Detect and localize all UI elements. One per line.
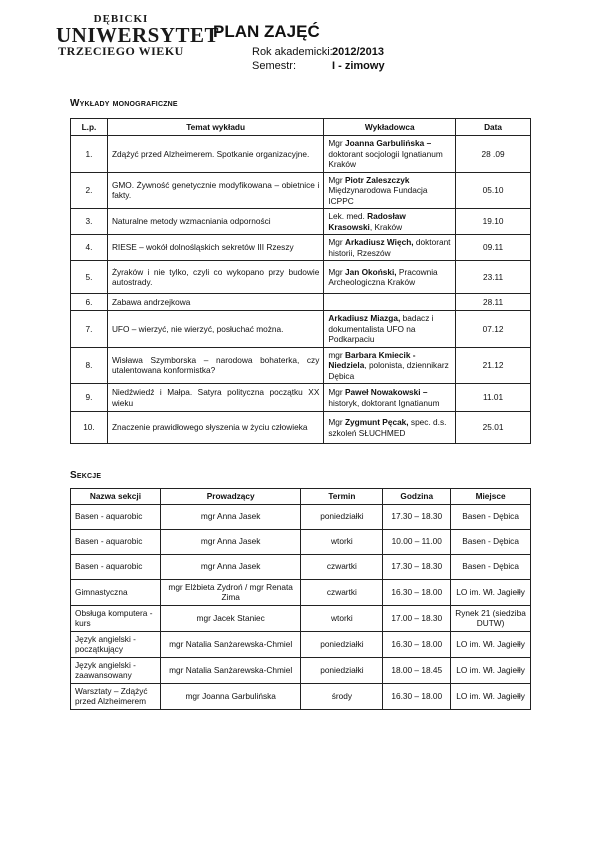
page-title: PLAN ZAJĘĆ [213, 22, 320, 41]
section-term: poniedziałki [301, 504, 383, 529]
sections-heading: Sekcje [70, 470, 102, 481]
section-place: Basen - Dębica [451, 504, 531, 529]
col-lead: Prowadzący [160, 489, 301, 505]
section-term: czwartki [301, 554, 383, 579]
academic-year-value: 2012/2013 [332, 46, 384, 58]
col-topic: Temat wykładu [107, 119, 323, 136]
section-row [71, 504, 531, 529]
lecturer-affiliation: badacz i dokumentalista UFO na Podkarpaciu [328, 313, 434, 344]
lecture-number: 3. [71, 209, 108, 235]
col-term: Termin [301, 489, 383, 505]
section-row [71, 529, 531, 554]
lecturer-prefix: Mgr [328, 237, 345, 247]
section-name: Język angielski - początkujący [71, 631, 161, 657]
section-place: LO im. Wł. Jagiełły [451, 683, 531, 709]
lecture-row [71, 235, 531, 261]
academic-year [252, 46, 384, 58]
section-term: środy [301, 683, 383, 709]
lecture-topic: Zabawa andrzejkowa [107, 294, 323, 311]
section-lead: mgr Jacek Staniec [160, 605, 301, 631]
lecture-number: 9. [71, 384, 108, 412]
lecturer-prefix: Mgr [328, 266, 345, 277]
section-place: Basen - Dębica [451, 554, 531, 579]
lecture-row [71, 136, 531, 173]
col-date: Data [456, 119, 531, 136]
section-lead: mgr Natalia Sanżarewska-Chmiel [160, 631, 301, 657]
section-name: Basen - aquarobic [71, 504, 161, 529]
lecturer-name: Paweł Nowakowski – [344, 387, 428, 397]
section-time: 17.30 – 18.30 [383, 504, 451, 529]
lecture-number: 7. [71, 311, 108, 348]
lecture-lecturer [324, 235, 456, 261]
lecture-lecturer [324, 412, 456, 444]
lecture-number: 5. [71, 261, 108, 294]
lecture-row [71, 412, 531, 444]
lecture-lecturer [324, 136, 456, 173]
lecture-number: 4. [71, 235, 108, 261]
lecture-topic: GMO. Żywność genetycznie modyfikowana – obietnice i fakty. [107, 172, 323, 209]
lecture-topic: Znaczenie prawidłowego słyszenia w życiu człowieka [107, 412, 323, 444]
lecture-row [71, 261, 531, 294]
lecturer-name: Joanna Garbulińska – [344, 138, 432, 148]
lecture-row [71, 172, 531, 209]
lecture-topic: UFO – wierzyć, nie wierzyć, posłuchać można. [107, 311, 323, 348]
lecturer-affiliation: , Kraków [369, 221, 403, 232]
section-lead: mgr Anna Jasek [160, 529, 301, 554]
section-term: poniedziałki [301, 657, 383, 683]
section-term: czwartki [301, 579, 383, 605]
lecture-lecturer [324, 294, 456, 311]
section-row [71, 554, 531, 579]
lecture-date: 28 .09 [456, 136, 531, 173]
col-lp: L.p. [71, 119, 108, 136]
section-name: Obsługa komputera - kurs [71, 605, 161, 631]
university-logo [56, 13, 220, 58]
lecturer-affiliation: Pracownia Archeologiczna Kraków [328, 266, 438, 287]
lecture-row [71, 347, 531, 384]
lecture-topic: Zdążyć przed Alzheimerem. Spotkanie organizacyjne. [107, 136, 323, 173]
section-lead: mgr Anna Jasek [160, 554, 301, 579]
lecture-topic: Naturalne metody wzmacniania odporności [107, 209, 323, 235]
semester-value: I - zimowy [332, 60, 385, 72]
semester [252, 60, 385, 72]
section-term: wtorki [301, 529, 383, 554]
lecture-row [71, 384, 531, 412]
lecture-lecturer [324, 311, 456, 348]
lecture-date: 09.11 [456, 235, 531, 261]
academic-year-label: Rok akademicki: [252, 46, 333, 58]
lecture-topic: Żyraków i nie tylko, czyli co wykopano przy budowie autostrady. [107, 261, 323, 294]
section-name: Język angielski - zaawansowany [71, 657, 161, 683]
lecturer-name: Arkadiusz Miazga, [328, 313, 401, 323]
sections-table [70, 488, 531, 710]
section-place: LO im. Wł. Jagiełły [451, 579, 531, 605]
section-time: 17.00 – 18.30 [383, 605, 451, 631]
col-lecturer: Wykładowca [324, 119, 456, 136]
lecture-number: 1. [71, 136, 108, 173]
col-place: Miejsce [451, 489, 531, 505]
lecturer-name: Piotr Zaleszczyk [344, 174, 410, 185]
section-name: Gimnastyczna [71, 579, 161, 605]
section-name: Warsztaty – Zdążyć przed Alzheimerem [71, 683, 161, 709]
section-place: LO im. Wł. Jagiełły [451, 657, 531, 683]
section-place: Rynek 21 (siedziba DUTW) [451, 605, 531, 631]
section-time: 16.30 – 18.00 [383, 683, 451, 709]
section-lead: mgr Joanna Garbulińska [160, 683, 301, 709]
logo-line-3: TRZECIEGO WIEKU [58, 44, 184, 58]
lecture-date: 23.11 [456, 261, 531, 294]
section-lead: mgr Natalia Sanżarewska-Chmiel [160, 657, 301, 683]
semester-label: Semestr: [252, 60, 297, 72]
lecture-number: 2. [71, 172, 108, 209]
section-name: Basen - aquarobic [71, 554, 161, 579]
lecturer-prefix: Mgr [328, 138, 345, 148]
lecture-date: 21.12 [456, 347, 531, 384]
lectures-table [70, 118, 531, 444]
lecturer-prefix: Mgr [328, 174, 345, 185]
lecturer-name: Radosław Krasowski [328, 211, 406, 232]
lecture-lecturer [324, 384, 456, 412]
lecture-number: 8. [71, 347, 108, 384]
lecture-topic: Wisława Szymborska – narodowa bohaterka, czy utalentowana konformistka? [107, 347, 323, 384]
lecturer-affiliation: , polonista, dziennikarz Dębica [328, 360, 449, 381]
lecture-date: 05.10 [456, 172, 531, 209]
lecture-topic: RIESE – wokół dolnośląskich sekretów III Rzeszy [107, 235, 323, 261]
section-place: Basen - Dębica [451, 529, 531, 554]
section-term: poniedziałki [301, 631, 383, 657]
lecture-row [71, 294, 531, 311]
lecturer-affiliation: Międzynarodowa Fundacja ICPPC [328, 185, 428, 206]
logo-line-2: UNIWERSYTET [56, 23, 220, 47]
lecture-lecturer [324, 261, 456, 294]
section-row [71, 657, 531, 683]
lecture-date: 25.01 [456, 412, 531, 444]
lecture-row [71, 311, 531, 348]
lecturer-name: Zygmunt Pęcak, [344, 417, 409, 427]
section-row [71, 579, 531, 605]
lectures-heading: Wykłady monograficzne [70, 98, 178, 109]
section-lead: mgr Anna Jasek [160, 504, 301, 529]
section-time: 10.00 – 11.00 [383, 529, 451, 554]
section-lead: mgr Elżbieta Zydroń / mgr Renata Zima [160, 579, 301, 605]
lecturer-name: Jan Okoński, [344, 266, 397, 277]
lecturer-affiliation: doktorant socjologii Ignatianum Kraków [328, 148, 443, 169]
section-time: 17.30 – 18.30 [383, 554, 451, 579]
section-name: Basen - aquarobic [71, 529, 161, 554]
lecture-date: 11.01 [456, 384, 531, 412]
logo-line-1: DĘBICKI [93, 13, 149, 25]
col-section-name: Nazwa sekcji [71, 489, 161, 505]
lecturer-affiliation: historyk, doktorant Ignatianum [328, 397, 440, 408]
lecture-lecturer [324, 172, 456, 209]
section-time: 16.30 – 18.00 [383, 631, 451, 657]
section-row [71, 683, 531, 709]
lecturer-affiliation: spec. d.s. szkoleń SŁUCHMED [328, 417, 447, 438]
lecturer-prefix: Lek. med. [328, 211, 368, 221]
lecture-number: 6. [71, 294, 108, 311]
lecture-lecturer [324, 347, 456, 384]
lecture-lecturer [324, 209, 456, 235]
lecturer-prefix: Mgr [328, 417, 345, 427]
lecturer-affiliation: doktorant historii, Rzeszów [328, 237, 451, 258]
lecture-date: 19.10 [456, 209, 531, 235]
section-term: wtorki [301, 605, 383, 631]
section-time: 18.00 – 18.45 [383, 657, 451, 683]
lecture-topic: Niedźwiedź i Małpa. Satyra polityczna początku XX wieku [107, 384, 323, 412]
lecturer-prefix: mgr [328, 349, 345, 360]
lecturer-name: Barbara Kmiecik -Niedziela [328, 349, 416, 370]
lecture-number: 10. [71, 412, 108, 444]
lecturer-name: Arkadiusz Więch, [344, 237, 414, 247]
section-time: 16.30 – 18.00 [383, 579, 451, 605]
lecture-date: 07.12 [456, 311, 531, 348]
lecturer-prefix: Mgr [328, 387, 345, 397]
col-time: Godzina [383, 489, 451, 505]
lecture-row [71, 209, 531, 235]
lecture-date: 28.11 [456, 294, 531, 311]
section-row [71, 605, 531, 631]
section-place: LO im. Wł. Jagiełły [451, 631, 531, 657]
section-row [71, 631, 531, 657]
